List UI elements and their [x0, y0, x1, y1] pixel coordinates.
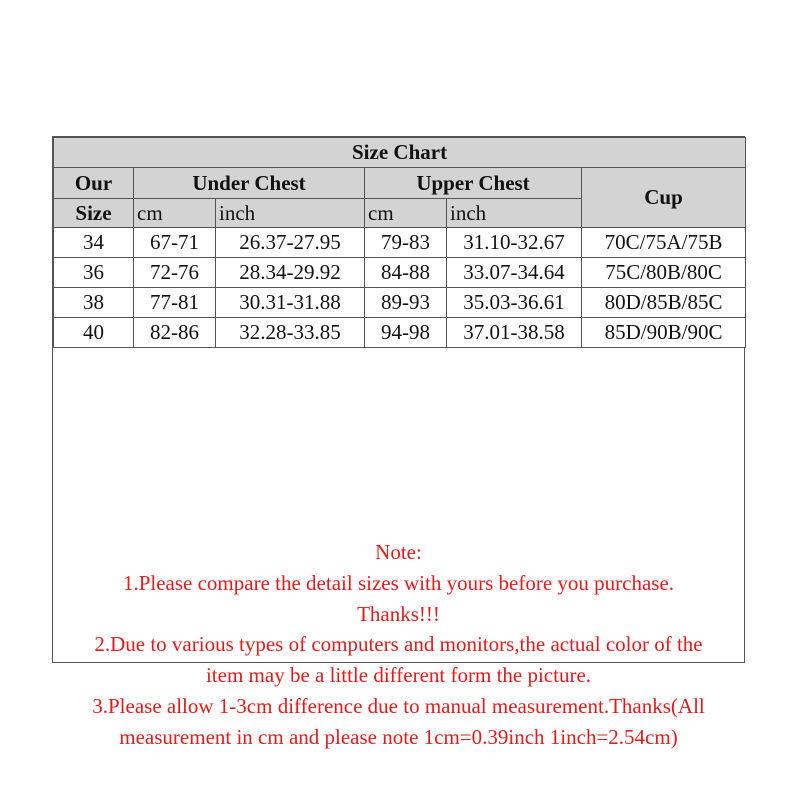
under-cm-cell: 82-86 — [134, 318, 216, 348]
upper-chest-cm-header: cm — [365, 199, 447, 228]
note-line: 1.Please compare the detail sizes with yours before you purchase. — [122, 570, 675, 595]
note-line: item may be a little different form the picture. — [205, 663, 592, 688]
chart-title: Size Chart — [54, 138, 746, 168]
size-table — [53, 137, 746, 348]
under-chest-header: Under Chest — [134, 168, 365, 199]
note-line: measurement in cm and please note 1cm=0.39inch 1inch=2.54cm) — [119, 724, 678, 749]
under-cm-cell: 67-71 — [134, 228, 216, 258]
upper-inch-cell: 31.10-32.67 — [447, 228, 582, 258]
table-row — [54, 258, 746, 288]
table-row — [54, 318, 746, 348]
under-chest-cm-header: cm — [134, 199, 216, 228]
cup-cell: 70C/75A/75B — [582, 228, 746, 258]
table-row — [54, 228, 746, 258]
size-cell: 36 — [54, 258, 134, 288]
size-cell: 40 — [54, 318, 134, 348]
upper-cm-cell: 89-93 — [365, 288, 447, 318]
upper-chest-inch-header: inch — [447, 199, 582, 228]
cup-header: Cup — [582, 168, 746, 228]
cup-cell: 85D/90B/90C — [582, 318, 746, 348]
cup-cell: 75C/80B/80C — [582, 258, 746, 288]
cup-cell: 80D/85B/85C — [582, 288, 746, 318]
note-line: 2.Due to various types of computers and monitors,the actual color of the — [94, 632, 703, 657]
notes-section — [53, 401, 744, 753]
upper-inch-cell: 37.01-38.58 — [447, 318, 582, 348]
size-cell: 38 — [54, 288, 134, 318]
under-inch-cell: 32.28-33.85 — [216, 318, 365, 348]
table-row — [54, 288, 746, 318]
upper-inch-cell: 35.03-36.61 — [447, 288, 582, 318]
note-line: 3.Please allow 1-3cm difference due to manual measurement.Thanks(All — [92, 693, 705, 718]
under-inch-cell: 28.34-29.92 — [216, 258, 365, 288]
under-inch-cell: 30.31-31.88 — [216, 288, 365, 318]
our-size-header-line2: Size — [54, 199, 134, 228]
under-cm-cell: 72-76 — [134, 258, 216, 288]
note-line: Thanks!!! — [357, 601, 440, 626]
upper-cm-cell: 84-88 — [365, 258, 447, 288]
our-size-header-line1: Our — [54, 168, 134, 199]
note-title: Note: — [375, 540, 422, 564]
upper-cm-cell: 94-98 — [365, 318, 447, 348]
size-cell: 34 — [54, 228, 134, 258]
under-chest-inch-header: inch — [216, 199, 365, 228]
under-inch-cell: 26.37-27.95 — [216, 228, 365, 258]
under-cm-cell: 77-81 — [134, 288, 216, 318]
upper-inch-cell: 33.07-34.64 — [447, 258, 582, 288]
size-chart — [52, 136, 745, 749]
upper-cm-cell: 79-83 — [365, 228, 447, 258]
upper-chest-header: Upper Chest — [365, 168, 582, 199]
